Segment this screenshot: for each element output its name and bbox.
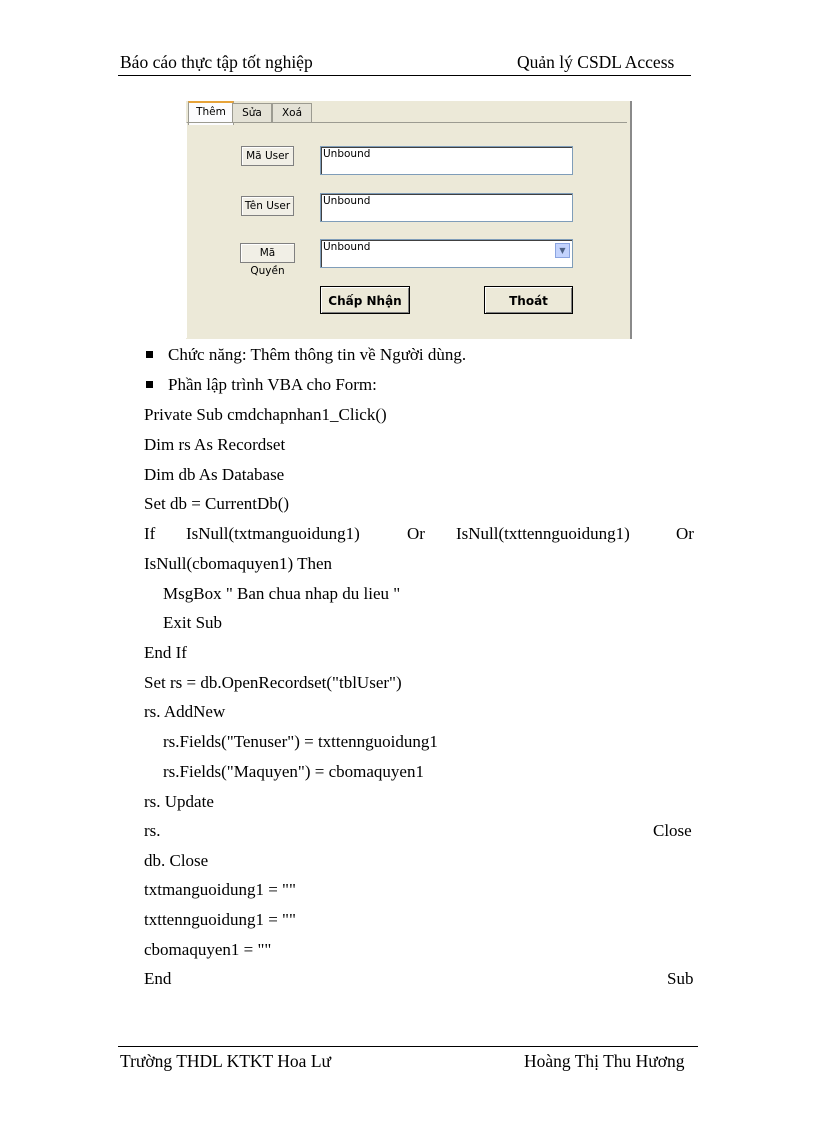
code-line: MsgBox " Ban chua nhap du lieu " bbox=[163, 584, 401, 603]
code-line-end: End bbox=[144, 969, 172, 988]
user-form-screenshot bbox=[186, 101, 632, 339]
code-line-close: Close bbox=[653, 821, 692, 840]
code-line-if-cond2: IsNull(txttennguoidung1) bbox=[456, 524, 630, 543]
code-line: db. Close bbox=[144, 851, 209, 870]
code-line-if-keyword: If bbox=[144, 524, 156, 543]
tab-xoa[interactable]: Xoá bbox=[272, 103, 312, 123]
code-line: rs. AddNew bbox=[144, 702, 226, 721]
exit-button[interactable]: Thoát bbox=[484, 286, 573, 314]
ten-user-label: Tên User bbox=[241, 196, 294, 216]
code-line: rs.Fields("Tenuser") = txttennguoidung1 bbox=[163, 732, 438, 751]
tab-sua[interactable]: Sửa bbox=[232, 103, 272, 123]
code-line: cbomaquyen1 = "" bbox=[144, 940, 272, 959]
ma-quyen-combobox[interactable] bbox=[320, 239, 573, 268]
code-line-if-or1: Or bbox=[407, 524, 425, 543]
header-divider bbox=[118, 75, 691, 76]
code-line: Dim db As Database bbox=[144, 465, 285, 484]
footer-divider bbox=[118, 1046, 698, 1047]
tab-them[interactable]: Thêm bbox=[188, 101, 234, 125]
code-line: rs. Update bbox=[144, 792, 214, 811]
footer-left-text: Trường THDL KTKT Hoa Lư bbox=[120, 1051, 331, 1071]
header-left-title: Báo cáo thực tập tốt nghiệp bbox=[120, 52, 313, 72]
bullet-vba: Phần lập trình VBA cho Form: bbox=[168, 375, 377, 394]
code-line: Private Sub cmdchapnhan1_Click() bbox=[144, 405, 387, 424]
code-line: txttennguoidung1 = "" bbox=[144, 910, 296, 929]
code-line: IsNull(cbomaquyen1) Then bbox=[144, 554, 333, 573]
code-line-if-or2: Or bbox=[676, 524, 694, 543]
code-line: txtmanguoidung1 = "" bbox=[144, 880, 296, 899]
bullet-marker bbox=[146, 381, 153, 388]
ma-user-label: Mã User bbox=[241, 146, 294, 166]
code-line-if-cond1: IsNull(txtmanguoidung1) bbox=[186, 524, 360, 543]
ma-user-input[interactable]: Unbound bbox=[320, 146, 573, 175]
bullet-marker bbox=[146, 351, 153, 358]
code-line: Exit Sub bbox=[163, 613, 223, 632]
ma-quyen-label: Mã Quyền bbox=[240, 243, 295, 263]
footer-right-text: Hoàng Thị Thu Hương bbox=[524, 1051, 685, 1071]
code-line: Dim rs As Recordset bbox=[144, 435, 286, 454]
code-line: End If bbox=[144, 643, 187, 662]
tab-panel bbox=[186, 122, 627, 338]
code-line-rs: rs. bbox=[144, 821, 161, 840]
code-line-sub: Sub bbox=[667, 969, 694, 988]
ma-quyen-value: Unbound bbox=[323, 241, 371, 253]
header-right-title: Quản lý CSDL Access bbox=[517, 52, 675, 72]
accept-button[interactable]: Chấp Nhận bbox=[320, 286, 410, 314]
code-line: Set db = CurrentDb() bbox=[144, 494, 290, 513]
bullet-function: Chức năng: Thêm thông tin về Người dùng. bbox=[168, 345, 467, 364]
code-line: Set rs = db.OpenRecordset("tblUser") bbox=[144, 673, 402, 692]
chevron-down-icon[interactable]: ▼ bbox=[555, 243, 570, 258]
ten-user-input[interactable]: Unbound bbox=[320, 193, 573, 222]
code-line: rs.Fields("Maquyen") = cbomaquyen1 bbox=[163, 762, 424, 781]
